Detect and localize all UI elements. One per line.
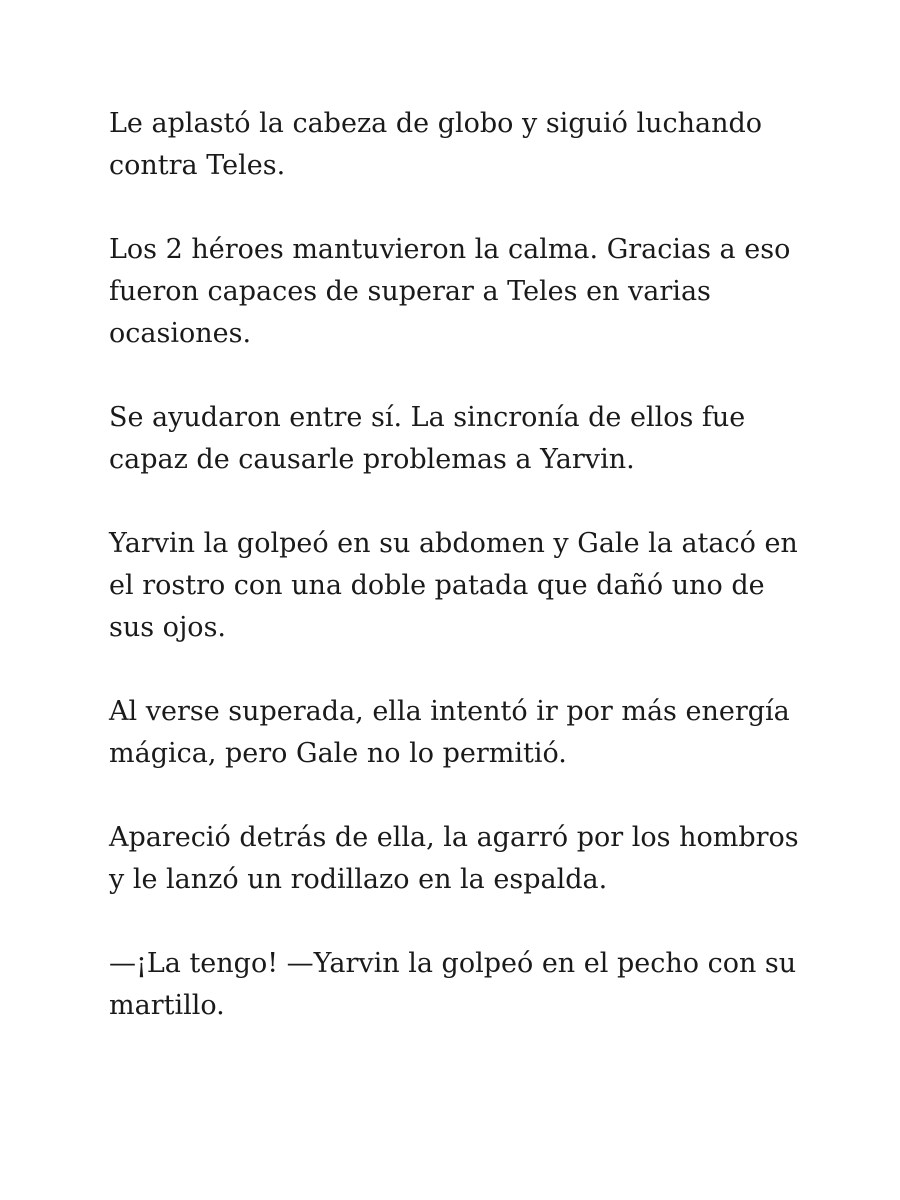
paragraph-2: Los 2 héroes mantuvieron la calma. Gracias a eso fueron capaces de superar a Teles en varias ocasiones. [109, 234, 791, 349]
paragraph-1: Le aplastó la cabeza de globo y siguió luchando contra Teles. [109, 108, 763, 181]
document-body [109, 103, 809, 1027]
paragraph-6: Apareció detrás de ella, la agarró por los hombros y le lanzó un rodillazo en la espalda. [109, 822, 799, 895]
paragraph-5: Al verse superada, ella intentó ir por más energía mágica, pero Gale no lo permitió. [109, 696, 790, 769]
paragraph-3: Se ayudaron entre sí. La sincronía de ellos fue capaz de causarle problemas a Yarvin. [109, 402, 746, 475]
paragraph-4: Yarvin la golpeó en su abdomen y Gale la atacó en el rostro con una doble patada que dañó uno de sus ojos. [109, 528, 798, 643]
paragraph-7: —¡La tengo! —Yarvin la golpeó en el pecho con su martillo. [109, 948, 797, 1021]
